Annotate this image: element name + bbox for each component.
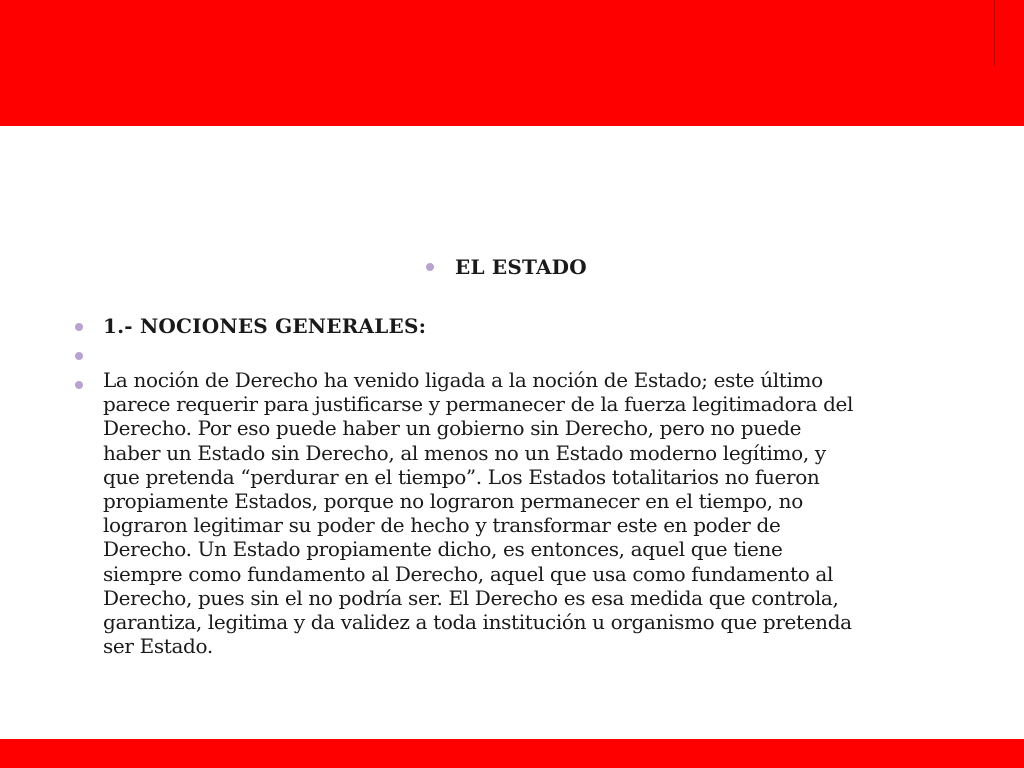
- section-heading: 1.- NOCIONES GENERALES:: [103, 314, 427, 338]
- paragraph-line: garantiza, legitima y da validez a toda institución u organismo que pretenda: [103, 610, 852, 635]
- bullet-icon: [426, 263, 434, 271]
- paragraph-line: Derecho, pues sin el no podría ser. El Derecho es esa medida que controla,: [103, 585, 839, 610]
- empty-bullet-icon: [75, 352, 83, 360]
- body-paragraph: [103, 368, 983, 658]
- band-divider-line: [994, 0, 995, 66]
- bottom-red-band: [0, 739, 1024, 768]
- paragraph-line: La noción de Derecho ha venido ligada a la noción de Estado; este último: [103, 368, 823, 392]
- paragraph-line: propiamente Estados, porque no lograron permanecer en el tiempo, no: [103, 489, 803, 514]
- paragraph-line: haber un Estado sin Derecho, al menos no un Estado moderno legítimo, y: [103, 440, 826, 465]
- paragraph-line: ser Estado.: [103, 634, 213, 659]
- paragraph-line: Derecho. Por eso puede haber un gobierno sin Derecho, pero no puede: [103, 416, 802, 441]
- top-red-band: [0, 0, 1024, 126]
- paragraph-line: lograron legitimar su poder de hecho y transformar este en poder de: [103, 513, 781, 538]
- slide-title: EL ESTADO: [455, 255, 587, 279]
- bullet-icon: [75, 381, 83, 389]
- paragraph-line: que pretenda “perdurar en el tiempo”. Los Estados totalitarios no fueron: [103, 464, 820, 489]
- paragraph-line: Derecho. Un Estado propiamente dicho, es entonces, aquel que tiene: [103, 537, 783, 562]
- bullet-icon: [75, 323, 83, 331]
- paragraph-line: parece requerir para justificarse y permanecer de la fuerza legitimadora del: [103, 392, 854, 417]
- paragraph-line: siempre como fundamento al Derecho, aquel que usa como fundamento al: [103, 561, 834, 586]
